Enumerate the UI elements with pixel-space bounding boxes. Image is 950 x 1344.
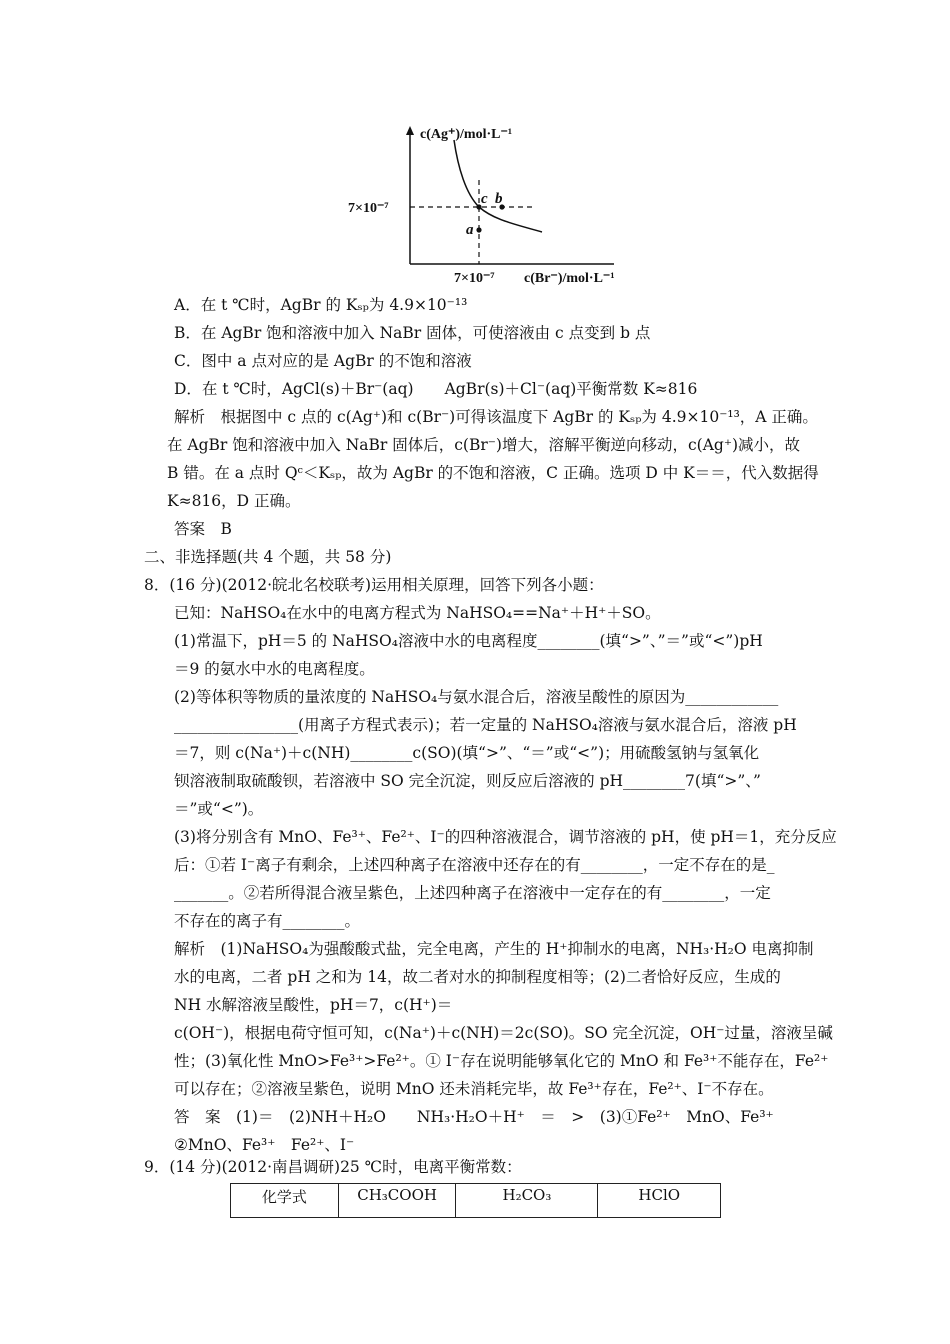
text-line: 水的电离，二者 pH 之和为 14，故二者对水的抑制程度相等；(2)二者恰好反应，生成的 <box>174 968 781 986</box>
point-b-label: b <box>495 191 503 207</box>
table-cell-ch3cooh: CH₃COOH <box>338 1184 456 1218</box>
text-line: 8．(16 分)(2012·皖北名校联考)运用相关原理，回答下列各小题： <box>144 576 604 594</box>
text-line: ＝7，则 c(Na⁺)＋c(NH)________c(SO)(填“>”、“＝”或“<”)；用硫酸氢钠与氢氧化 <box>174 744 760 762</box>
y-axis-label: c(Ag⁺)/mol·L⁻¹ <box>420 127 513 142</box>
text-line: 钡溶液制取硫酸钡，若溶液中 SO 完全沉淀，则反应后溶液的 pH________7(填“>”、” <box>174 772 761 790</box>
text-line: (2)等体积等物质的量浓度的 NaHSO₄与氨水混合后，溶液呈酸性的原因为____________ <box>174 688 779 706</box>
text-line: 不存在的离子有________。 <box>174 912 361 930</box>
text-line: B．在 AgBr 饱和溶液中加入 NaBr 固体，可使溶液由 c 点变到 b 点 <box>174 324 651 342</box>
text-line: A．在 t ℃时，AgBr 的 Kₛₚ为 4.9×10⁻¹³ <box>174 296 468 314</box>
point-a-label: a <box>466 222 474 238</box>
table-cell-hclo: HClO <box>598 1184 721 1218</box>
text-line: 可以存在；②溶液呈紫色，说明 MnO 还未消耗完毕，故 Fe³⁺存在，Fe²⁺、I⁻不存在。 <box>174 1080 774 1098</box>
x-axis-label: c(Br⁻)/mol·L⁻¹ <box>524 271 615 286</box>
text-line: ②MnO、Fe³⁺ Fe²⁺、I⁻ <box>174 1136 355 1154</box>
text-line: ________________(用离子方程式表示)；若一定量的 NaHSO₄溶液与氨水混合后，溶液 pH <box>174 716 797 734</box>
text-line: ＝9 的氨水中水的电离程度。 <box>174 660 375 678</box>
text-line: 答 案 (1)＝ (2)NH＋H₂O NH₃·H₂O＋H⁺ ＝ > (3)①Fe²⁺ MnO、Fe³⁺ <box>174 1108 774 1126</box>
table-cell-h2co3: H₂CO₃ <box>456 1184 598 1218</box>
text-line: 答案 B <box>174 520 232 538</box>
solubility-figure <box>338 118 638 296</box>
text-line: D．在 t ℃时，AgCl(s)＋Br⁻(aq) AgBr(s)＋Cl⁻(aq)平衡常数 K≈816 <box>174 380 698 398</box>
text-line: C．图中 a 点对应的是 AgBr 的不饱和溶液 <box>174 352 472 370</box>
text-line: c(OH⁻)，根据电荷守恒可知，c(Na⁺)＋c(NH)＝2c(SO)。SO 完全沉淀，OH⁻过量，溶液呈碱 <box>174 1024 833 1042</box>
table-cell-formula-header: 化学式 <box>231 1184 339 1218</box>
ionization-constant-table <box>230 1183 721 1218</box>
text-line: 解析 根据图中 c 点的 c(Ag⁺)和 c(Br⁻)可得该温度下 AgBr 的 Kₛₚ为 4.9×10⁻¹³，A 正确。 <box>174 408 818 426</box>
point-c-label: c <box>481 191 488 207</box>
text-line: _______。②若所得混合液呈紫色，上述四种离子在溶液中一定存在的有________，一定 <box>174 884 771 902</box>
table-row <box>231 1184 721 1218</box>
text-line: 后：①若 I⁻离子有剩余，上述四种离子在溶液中还存在的有________，一定不存在的是_ <box>174 856 775 874</box>
text-line: K≈816，D 正确。 <box>167 492 301 510</box>
text-line: 解析 (1)NaHSO₄为强酸酸式盐，完全电离，产生的 H⁺抑制水的电离，NH₃·H₂O 电离抑制 <box>174 940 814 958</box>
y-axis-arrow <box>406 126 414 135</box>
text-line: ＝”或“<”)。 <box>174 800 264 818</box>
text-line: NH 水解溶液呈酸性，pH＝7，c(H⁺)＝ <box>174 996 453 1014</box>
point-a-marker <box>476 227 481 232</box>
text-line: B 错。在 a 点时 Qᶜ＜Kₛₚ，故为 AgBr 的不饱和溶液，C 正确。选项 D 中 K＝＝，代入数据得 <box>167 464 819 482</box>
text-line: 二、非选择题(共 4 个题，共 58 分) <box>144 548 392 566</box>
text-line: 已知：NaHSO₄在水中的电离方程式为 NaHSO₄==Na⁺＋H⁺＋SO。 <box>174 604 661 622</box>
equilibrium-curve <box>454 140 542 232</box>
text-line: 9．(14 分)(2012·南昌调研)25 ℃时，电离平衡常数： <box>144 1158 522 1176</box>
y-tick-label: 7×10⁻⁷ <box>348 201 389 216</box>
x-tick-label: 7×10⁻⁷ <box>454 271 495 286</box>
text-line: (3)将分别含有 MnO、Fe³⁺、Fe²⁺、I⁻的四种溶液混合，调节溶液的 pH，使 pH＝1，充分反应 <box>174 828 837 846</box>
text-line: 在 AgBr 饱和溶液中加入 NaBr 固体后，c(Br⁻)增大，溶解平衡逆向移动，c(Ag⁺)减小，故 <box>167 436 801 454</box>
text-line: (1)常温下，pH＝5 的 NaHSO₄溶液中水的电离程度________(填“>”、”＝”或“<”)pH <box>174 632 763 650</box>
text-line: 性；(3)氧化性 MnO>Fe³⁺>Fe²⁺。① I⁻存在说明能够氧化它的 MnO 和 Fe³⁺不能存在，Fe²⁺ <box>174 1052 829 1070</box>
